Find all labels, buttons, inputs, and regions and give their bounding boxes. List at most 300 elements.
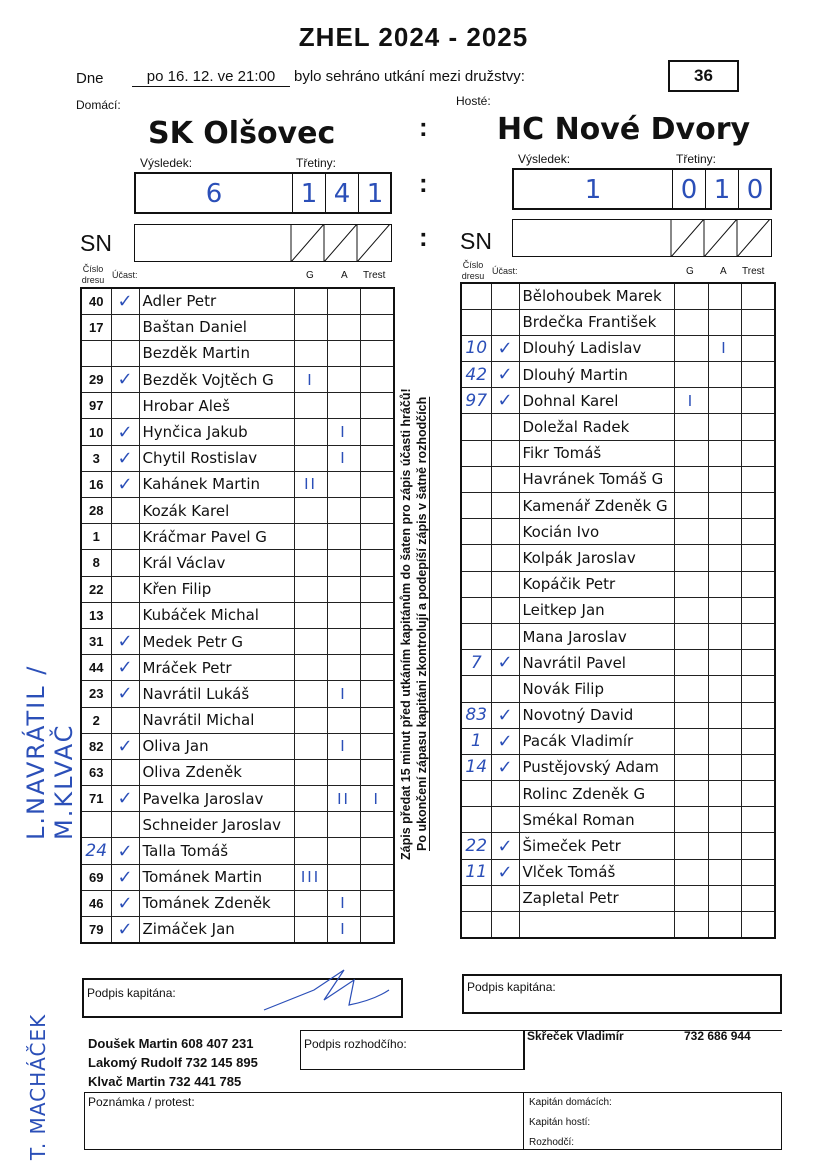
home-assists <box>327 707 360 733</box>
team-separator: : <box>419 112 428 142</box>
home-attendance-check <box>111 812 139 838</box>
home-assists <box>327 340 360 366</box>
away-goals <box>674 807 708 833</box>
away-player-name: Novák Filip <box>519 676 674 702</box>
away-penalty <box>741 650 775 676</box>
away-jersey-number: 7 <box>461 650 491 676</box>
played-text: bylo sehráno utkání mezi družstvy: <box>294 68 525 85</box>
away-player-name: Pacák Vladimír <box>519 728 674 754</box>
home-jersey-number: 22 <box>81 576 111 602</box>
date-value: po 16. 12. ve 21:00 <box>132 68 290 87</box>
away-goals <box>674 466 708 492</box>
home-goals <box>294 419 327 445</box>
away-player-row <box>461 702 775 728</box>
away-goals <box>674 597 708 623</box>
home-player-name: Tománek Zdeněk <box>139 890 294 916</box>
home-player-row <box>81 471 394 497</box>
notes-label: Poznámka / protest: <box>88 1095 195 1109</box>
home-player-name: Talla Tomáš <box>139 838 294 864</box>
home-attendance-check <box>111 524 139 550</box>
home-jersey-number: 16 <box>81 471 111 497</box>
away-player-name: Bělohoubek Marek <box>519 283 674 309</box>
home-assists: I <box>327 733 360 759</box>
away-goals <box>674 545 708 571</box>
home-player-row <box>81 550 394 576</box>
away-goals <box>674 493 708 519</box>
home-jersey-number <box>81 340 111 366</box>
away-col-g: G <box>686 266 694 277</box>
home-goals <box>294 445 327 471</box>
home-penalty <box>360 890 394 916</box>
away-attendance-check: ✓ <box>491 728 519 754</box>
away-attendance-check: ✓ <box>491 650 519 676</box>
away-goals <box>674 283 708 309</box>
away-penalty <box>741 388 775 414</box>
away-period-3: 0 <box>746 175 764 205</box>
away-penalty <box>741 571 775 597</box>
away-goals <box>674 440 708 466</box>
instructions-note <box>398 350 430 898</box>
home-goals <box>294 314 327 340</box>
away-player-row <box>461 728 775 754</box>
home-player-row <box>81 288 394 314</box>
away-assists <box>708 440 741 466</box>
away-penalty <box>741 414 775 440</box>
home-player-row <box>81 445 394 471</box>
captain-signature-scribble <box>254 960 404 1020</box>
home-attendance-check: ✓ <box>111 786 139 812</box>
score-separator: : <box>419 168 428 198</box>
home-result-label: Výsledek: <box>140 156 193 170</box>
home-player-name: Hynčica Jakub <box>139 419 294 445</box>
handwritten-bottom-note: T. MACHÁČEK <box>26 1013 50 1160</box>
away-assists <box>708 650 741 676</box>
home-assists <box>327 498 360 524</box>
home-attendance-check: ✓ <box>111 419 139 445</box>
home-assists <box>327 471 360 497</box>
home-penalty <box>360 681 394 707</box>
home-jersey-number: 28 <box>81 498 111 524</box>
away-penalty <box>741 440 775 466</box>
home-goals <box>294 786 327 812</box>
away-assists <box>708 388 741 414</box>
home-attendance-check <box>111 707 139 733</box>
home-jersey-number: 17 <box>81 314 111 340</box>
home-goals <box>294 340 327 366</box>
home-goals: III <box>294 864 327 890</box>
home-attendance-check: ✓ <box>111 471 139 497</box>
away-assists <box>708 571 741 597</box>
away-player-row <box>461 754 775 780</box>
away-assists <box>708 545 741 571</box>
home-player-name: Král Václav <box>139 550 294 576</box>
away-player-row <box>461 807 775 833</box>
referee-phone: 732 686 944 <box>684 1029 751 1043</box>
away-jersey-number <box>461 571 491 597</box>
home-jersey-number: 10 <box>81 419 111 445</box>
home-col-trest: Trest <box>363 270 386 281</box>
home-player-row <box>81 602 394 628</box>
home-assists <box>327 628 360 654</box>
away-label: Hosté: <box>456 94 491 108</box>
home-assists: II <box>327 786 360 812</box>
away-player-row <box>461 362 775 388</box>
away-player-row <box>461 335 775 361</box>
away-jersey-number: 22 <box>461 833 491 859</box>
away-attendance-check <box>491 781 519 807</box>
home-assists: I <box>327 419 360 445</box>
away-penalty <box>741 807 775 833</box>
home-player-name: Kahánek Martin <box>139 471 294 497</box>
home-player-row <box>81 812 394 838</box>
home-penalty <box>360 367 394 393</box>
date-label: Dne <box>76 70 104 87</box>
away-penalty <box>741 335 775 361</box>
home-attendance-check <box>111 550 139 576</box>
home-penalty <box>360 393 394 419</box>
away-goals <box>674 362 708 388</box>
home-goals <box>294 498 327 524</box>
away-player-name: Mana Jaroslav <box>519 623 674 649</box>
home-goals <box>294 733 327 759</box>
away-attendance-check <box>491 597 519 623</box>
home-sn-label: SN <box>80 230 112 256</box>
away-attendance-check: ✓ <box>491 335 519 361</box>
away-col-trest: Trest <box>742 266 765 277</box>
away-goals <box>674 885 708 911</box>
home-assists <box>327 602 360 628</box>
home-player-row <box>81 707 394 733</box>
home-assists <box>327 550 360 576</box>
away-attendance-check <box>491 440 519 466</box>
away-jersey-number <box>461 676 491 702</box>
home-period-2: 4 <box>333 179 351 209</box>
away-player-row <box>461 545 775 571</box>
home-goals <box>294 917 327 943</box>
home-penalty <box>360 917 394 943</box>
away-penalty <box>741 754 775 780</box>
home-jersey-number: 71 <box>81 786 111 812</box>
home-player-row <box>81 917 394 943</box>
home-attendance-check <box>111 576 139 602</box>
away-goals <box>674 702 708 728</box>
home-assists <box>327 576 360 602</box>
home-penalty <box>360 759 394 785</box>
away-player-name: Dlouhý Martin <box>519 362 674 388</box>
away-goals <box>674 676 708 702</box>
home-jersey-number: 24 <box>81 838 111 864</box>
home-assists <box>327 864 360 890</box>
home-penalty <box>360 733 394 759</box>
away-player-name: Fikr Tomáš <box>519 440 674 466</box>
away-penalty <box>741 728 775 754</box>
home-jersey-number: 97 <box>81 393 111 419</box>
home-attendance-check <box>111 759 139 785</box>
referee-contacts <box>88 1034 258 1091</box>
home-player-row <box>81 759 394 785</box>
home-player-name: Bezděk Martin <box>139 340 294 366</box>
home-assists <box>327 314 360 340</box>
home-player-name: Bezděk Vojtěch G <box>139 367 294 393</box>
home-player-name: Křen Filip <box>139 576 294 602</box>
home-player-name: Tománek Martin <box>139 864 294 890</box>
away-attendance-check: ✓ <box>491 362 519 388</box>
home-assists <box>327 655 360 681</box>
home-player-name: Oliva Jan <box>139 733 294 759</box>
home-assists: I <box>327 917 360 943</box>
home-label: Domácí: <box>76 98 121 112</box>
away-periods-label: Třetiny: <box>676 152 717 166</box>
home-player-row <box>81 733 394 759</box>
home-player-name: Mráček Petr <box>139 655 294 681</box>
away-goals <box>674 728 708 754</box>
handwritten-margin-note: L.NAVRÁTIL / M.KLVAČ <box>22 664 78 840</box>
away-player-name: Kopáčik Petr <box>519 571 674 597</box>
referee-signature-box[interactable] <box>300 1030 524 1070</box>
away-assists <box>708 466 741 492</box>
home-jersey-number: 13 <box>81 602 111 628</box>
away-jersey-number: 42 <box>461 362 491 388</box>
home-attendance-check: ✓ <box>111 288 139 314</box>
away-jersey-number <box>461 807 491 833</box>
home-penalty <box>360 445 394 471</box>
home-jersey-number: 63 <box>81 759 111 785</box>
home-goals <box>294 655 327 681</box>
home-player-row <box>81 864 394 890</box>
home-jersey-number: 82 <box>81 733 111 759</box>
home-score-box <box>134 172 392 214</box>
away-col-attend: Účast: <box>492 266 518 276</box>
away-jersey-number <box>461 283 491 309</box>
match-number: 36 <box>668 60 739 92</box>
home-penalty <box>360 864 394 890</box>
home-penalty <box>360 498 394 524</box>
away-jersey-number: 83 <box>461 702 491 728</box>
away-player-row <box>461 885 775 911</box>
away-player-name: Kamenář Zdeněk G <box>519 493 674 519</box>
home-player-name: Pavelka Jaroslav <box>139 786 294 812</box>
away-player-name: Brdečka František <box>519 309 674 335</box>
home-goals <box>294 681 327 707</box>
home-player-row <box>81 681 394 707</box>
away-attendance-check <box>491 885 519 911</box>
home-assists: I <box>327 445 360 471</box>
away-assists <box>708 885 741 911</box>
away-assists <box>708 623 741 649</box>
home-attendance-check <box>111 393 139 419</box>
away-player-row <box>461 493 775 519</box>
home-attendance-check: ✓ <box>111 367 139 393</box>
home-attendance-check: ✓ <box>111 917 139 943</box>
away-player-row <box>461 859 775 885</box>
home-goals <box>294 550 327 576</box>
away-goals <box>674 519 708 545</box>
away-assists <box>708 362 741 388</box>
away-jersey-number: 1 <box>461 728 491 754</box>
away-penalty <box>741 623 775 649</box>
home-col-number: Číslo dresu <box>81 264 105 285</box>
away-attendance-check <box>491 912 519 938</box>
away-player-row <box>461 440 775 466</box>
away-attendance-check <box>491 519 519 545</box>
away-assists <box>708 859 741 885</box>
away-jersey-number <box>461 466 491 492</box>
away-roster-table <box>460 282 776 939</box>
home-assists <box>327 838 360 864</box>
home-period-3: 1 <box>366 179 384 209</box>
away-player-row <box>461 388 775 414</box>
notes-box[interactable] <box>84 1092 782 1150</box>
home-penalty <box>360 707 394 733</box>
home-jersey-number: 1 <box>81 524 111 550</box>
home-penalty <box>360 471 394 497</box>
away-player-name <box>519 912 674 938</box>
home-attendance-check: ✓ <box>111 445 139 471</box>
home-goals: II <box>294 471 327 497</box>
home-attendance-check <box>111 498 139 524</box>
sn-separator: : <box>419 222 428 252</box>
home-goals <box>294 890 327 916</box>
home-goals <box>294 288 327 314</box>
away-player-name: Leitkep Jan <box>519 597 674 623</box>
home-penalty <box>360 288 394 314</box>
away-attendance-check <box>491 623 519 649</box>
home-player-name: Hrobar Aleš <box>139 393 294 419</box>
home-player-row <box>81 367 394 393</box>
away-sn-box <box>512 219 772 257</box>
away-assists: I <box>708 335 741 361</box>
away-player-row <box>461 912 775 938</box>
away-player-name: Smékal Roman <box>519 807 674 833</box>
home-jersey-number: 69 <box>81 864 111 890</box>
home-goals <box>294 393 327 419</box>
home-penalty <box>360 576 394 602</box>
away-player-name: Dlouhý Ladislav <box>519 335 674 361</box>
home-penalty <box>360 812 394 838</box>
away-penalty <box>741 912 775 938</box>
home-roster-table <box>80 287 395 944</box>
home-player-row <box>81 393 394 419</box>
away-attendance-check: ✓ <box>491 859 519 885</box>
home-player-row <box>81 576 394 602</box>
away-assists <box>708 309 741 335</box>
home-player-row <box>81 655 394 681</box>
home-captain-note-label: Kapitán domácích: <box>529 1097 612 1108</box>
home-player-row <box>81 786 394 812</box>
home-player-row <box>81 890 394 916</box>
away-attendance-check: ✓ <box>491 388 519 414</box>
home-assists: I <box>327 890 360 916</box>
home-team-name: SK Olšovec <box>148 116 336 151</box>
home-jersey-number: 44 <box>81 655 111 681</box>
away-goals <box>674 571 708 597</box>
home-captain-label: Podpis kapitána: <box>87 986 176 1000</box>
home-jersey-number: 23 <box>81 681 111 707</box>
home-attendance-check: ✓ <box>111 733 139 759</box>
away-period-1: 0 <box>680 175 698 205</box>
away-col-a: A <box>720 266 727 277</box>
home-penalty <box>360 550 394 576</box>
home-assists <box>327 393 360 419</box>
home-captain-signature-box[interactable] <box>82 978 403 1018</box>
away-assists <box>708 728 741 754</box>
away-goals <box>674 833 708 859</box>
away-attendance-check <box>491 807 519 833</box>
away-player-row <box>461 650 775 676</box>
away-player-name: Vlček Tomáš <box>519 859 674 885</box>
away-goals <box>674 650 708 676</box>
away-assists <box>708 519 741 545</box>
home-assists <box>327 812 360 838</box>
away-player-name: Navrátil Pavel <box>519 650 674 676</box>
home-sn-box <box>134 224 392 262</box>
home-penalty <box>360 419 394 445</box>
home-period-1: 1 <box>300 179 318 209</box>
away-attendance-check <box>491 676 519 702</box>
away-player-name: Dohnal Karel <box>519 388 674 414</box>
away-penalty <box>741 309 775 335</box>
home-player-name: Adler Petr <box>139 288 294 314</box>
away-player-name: Pustějovský Adam <box>519 754 674 780</box>
home-attendance-check: ✓ <box>111 655 139 681</box>
away-player-row <box>461 571 775 597</box>
home-jersey-number: 3 <box>81 445 111 471</box>
home-player-name: Kráčmar Pavel G <box>139 524 294 550</box>
away-player-row <box>461 676 775 702</box>
home-player-row <box>81 498 394 524</box>
instructions-line-2: Po ukončení zápasu kapitáni zkontrolují a podepíší zápis v šatně rozhodčích <box>415 396 429 852</box>
away-player-name: Novotný David <box>519 702 674 728</box>
home-jersey-number: 79 <box>81 917 111 943</box>
away-penalty <box>741 885 775 911</box>
away-assists <box>708 702 741 728</box>
away-player-name: Havránek Tomáš G <box>519 466 674 492</box>
away-assists <box>708 912 741 938</box>
home-player-name: Zimáček Jan <box>139 917 294 943</box>
away-attendance-check <box>491 414 519 440</box>
home-jersey-number: 46 <box>81 890 111 916</box>
home-player-row <box>81 340 394 366</box>
away-goals <box>674 309 708 335</box>
away-attendance-check <box>491 309 519 335</box>
away-player-row <box>461 781 775 807</box>
home-attendance-check: ✓ <box>111 864 139 890</box>
home-player-name: Chytil Rostislav <box>139 445 294 471</box>
away-jersey-number <box>461 414 491 440</box>
referee-contact-2: Lakomý Rudolf 732 145 895 <box>88 1055 258 1070</box>
away-player-row <box>461 414 775 440</box>
away-captain-signature-box[interactable] <box>462 974 782 1014</box>
away-jersey-number <box>461 493 491 519</box>
home-player-name: Navrátil Lukáš <box>139 681 294 707</box>
away-penalty <box>741 493 775 519</box>
away-player-row <box>461 309 775 335</box>
away-goals <box>674 335 708 361</box>
away-jersey-number <box>461 309 491 335</box>
away-attendance-check: ✓ <box>491 754 519 780</box>
away-player-row <box>461 623 775 649</box>
away-penalty <box>741 833 775 859</box>
home-attendance-check: ✓ <box>111 890 139 916</box>
home-assists <box>327 524 360 550</box>
home-penalty <box>360 602 394 628</box>
away-player-row <box>461 466 775 492</box>
away-result-label: Výsledek: <box>518 152 571 166</box>
home-penalty <box>360 655 394 681</box>
away-attendance-check <box>491 466 519 492</box>
home-score: 6 <box>205 179 223 209</box>
away-captain-label: Podpis kapitána: <box>467 980 556 994</box>
